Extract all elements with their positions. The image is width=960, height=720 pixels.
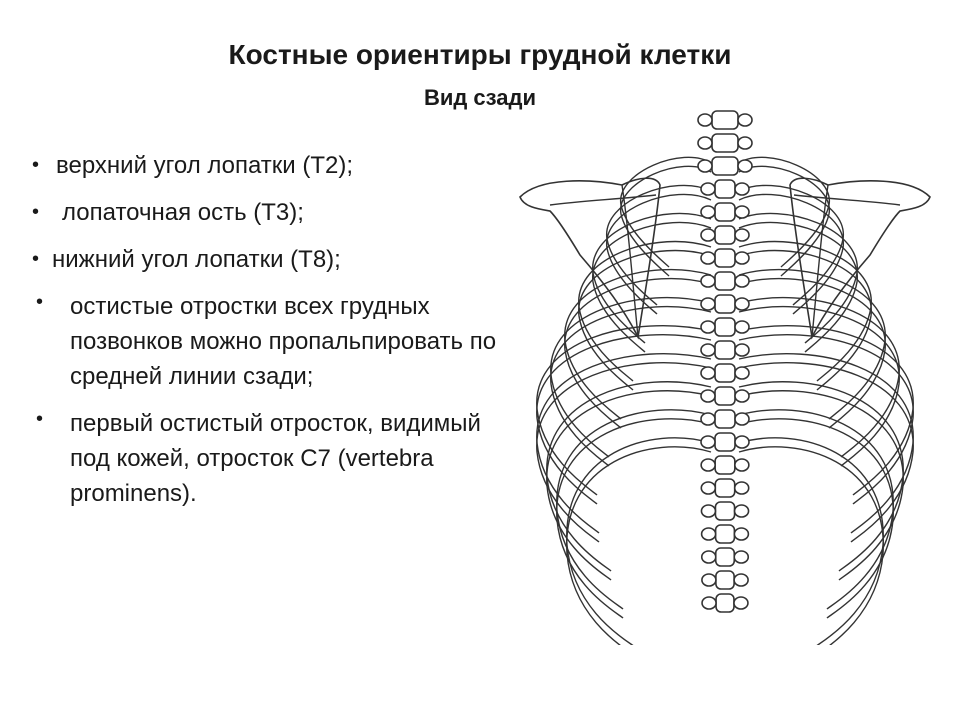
vertebra-3 bbox=[712, 157, 738, 175]
transverse-process-right-10 bbox=[735, 321, 749, 333]
vertebra-19 bbox=[716, 525, 735, 543]
transverse-process-left-18 bbox=[701, 505, 715, 517]
left-scapula bbox=[520, 178, 660, 337]
transverse-process-left-1 bbox=[698, 114, 712, 126]
vertebra-1 bbox=[712, 111, 738, 129]
vertebra-4 bbox=[715, 180, 735, 198]
transverse-process-left-4 bbox=[701, 183, 715, 195]
vertebra-18 bbox=[715, 502, 734, 520]
transverse-process-right-20 bbox=[734, 551, 748, 563]
bullet-text-1: верхний угол лопатки (Т2); bbox=[56, 152, 354, 179]
bullet-item-1 bbox=[30, 148, 510, 183]
transverse-process-left-17 bbox=[701, 482, 715, 494]
transverse-process-left-12 bbox=[701, 367, 715, 379]
bullet-list bbox=[30, 148, 510, 523]
transverse-process-right-18 bbox=[735, 505, 749, 517]
transverse-process-right-14 bbox=[735, 413, 749, 425]
slide-title: Костные ориентиры грудной клетки bbox=[228, 39, 732, 70]
rib-right-11-edge-1 bbox=[739, 438, 883, 645]
vertebra-9 bbox=[715, 295, 735, 313]
thorax-illustration bbox=[510, 105, 940, 645]
transverse-process-right-9 bbox=[735, 298, 749, 310]
transverse-process-left-14 bbox=[701, 413, 715, 425]
thorax-posterior-view-icon bbox=[510, 105, 940, 645]
bullet-text-2: лопаточная ость (Т3); bbox=[62, 199, 304, 226]
bullet-text-5: первый остистый отросток, видимый под кожей, отросток С7 (vertebra prominens). bbox=[70, 410, 481, 507]
bullet-text-4: остистые отростки всех грудных позвонков можно пропальпировать по средней линии сзади; bbox=[70, 293, 497, 390]
transverse-process-left-19 bbox=[702, 528, 716, 540]
transverse-process-left-9 bbox=[701, 298, 715, 310]
right-scapula bbox=[790, 178, 930, 337]
transverse-process-right-3 bbox=[738, 160, 752, 172]
vertebra-13 bbox=[715, 387, 735, 405]
transverse-process-right-11 bbox=[735, 344, 749, 356]
transverse-process-right-5 bbox=[735, 206, 749, 218]
spine-group bbox=[698, 111, 752, 612]
transverse-process-right-8 bbox=[735, 275, 749, 287]
vertebra-21 bbox=[716, 571, 734, 589]
rib-right-8-edge-2 bbox=[739, 363, 913, 542]
vertebra-16 bbox=[715, 456, 735, 474]
transverse-process-right-19 bbox=[734, 528, 748, 540]
rib-left-11-edge-1 bbox=[567, 438, 711, 645]
transverse-process-left-3 bbox=[698, 160, 712, 172]
bullet-item-3 bbox=[30, 242, 510, 277]
transverse-process-right-13 bbox=[735, 390, 749, 402]
vertebra-20 bbox=[716, 548, 735, 566]
vertebra-11 bbox=[715, 341, 735, 359]
transverse-process-right-16 bbox=[735, 459, 749, 471]
vertebra-10 bbox=[715, 318, 735, 336]
transverse-process-left-2 bbox=[698, 137, 712, 149]
bullet-dot-icon: • bbox=[32, 154, 40, 176]
transverse-process-left-8 bbox=[701, 275, 715, 287]
transverse-process-left-15 bbox=[701, 436, 715, 448]
bullet-item-5 bbox=[30, 406, 500, 511]
transverse-process-right-22 bbox=[734, 597, 748, 609]
transverse-process-left-22 bbox=[702, 597, 716, 609]
vertebra-17 bbox=[715, 479, 734, 497]
transverse-process-right-12 bbox=[735, 367, 749, 379]
transverse-process-left-10 bbox=[701, 321, 715, 333]
transverse-process-right-2 bbox=[738, 137, 752, 149]
bullet-text-3: нижний угол лопатки (Т8); bbox=[52, 246, 341, 273]
rib-right-11-edge-2 bbox=[739, 447, 883, 645]
transverse-process-right-17 bbox=[735, 482, 749, 494]
vertebra-7 bbox=[715, 249, 735, 267]
transverse-process-left-11 bbox=[701, 344, 715, 356]
transverse-process-right-6 bbox=[735, 229, 749, 241]
bullet-dot-icon: • bbox=[36, 408, 44, 430]
vertebra-8 bbox=[715, 272, 735, 290]
transverse-process-right-1 bbox=[738, 114, 752, 126]
transverse-process-right-15 bbox=[735, 436, 749, 448]
transverse-process-left-16 bbox=[701, 459, 715, 471]
bullet-dot-icon: • bbox=[32, 201, 40, 223]
rib-right-8-edge-1 bbox=[739, 354, 913, 533]
subtitle-text: Вид сзади bbox=[423, 85, 537, 110]
transverse-process-left-6 bbox=[701, 229, 715, 241]
bullet-dot-icon: • bbox=[32, 248, 40, 270]
bullet-item-2 bbox=[30, 195, 510, 230]
bullet-dot-icon: • bbox=[36, 291, 44, 313]
vertebra-12 bbox=[715, 364, 735, 382]
vertebra-6 bbox=[715, 226, 735, 244]
rib-left-11-edge-2 bbox=[567, 447, 711, 645]
transverse-process-left-20 bbox=[702, 551, 716, 563]
vertebra-22 bbox=[716, 594, 734, 612]
transverse-process-left-7 bbox=[701, 252, 715, 264]
vertebra-14 bbox=[715, 410, 735, 428]
transverse-process-left-21 bbox=[702, 574, 716, 586]
transverse-process-left-5 bbox=[701, 206, 715, 218]
bullet-item-4 bbox=[30, 289, 510, 394]
rib-left-8-edge-1 bbox=[537, 354, 711, 533]
vertebra-5 bbox=[715, 203, 735, 221]
vertebra-2 bbox=[712, 134, 738, 152]
rib-left-8-edge-2 bbox=[537, 363, 711, 542]
transverse-process-right-21 bbox=[734, 574, 748, 586]
transverse-process-right-4 bbox=[735, 183, 749, 195]
transverse-process-left-13 bbox=[701, 390, 715, 402]
transverse-process-right-7 bbox=[735, 252, 749, 264]
vertebra-15 bbox=[715, 433, 735, 451]
